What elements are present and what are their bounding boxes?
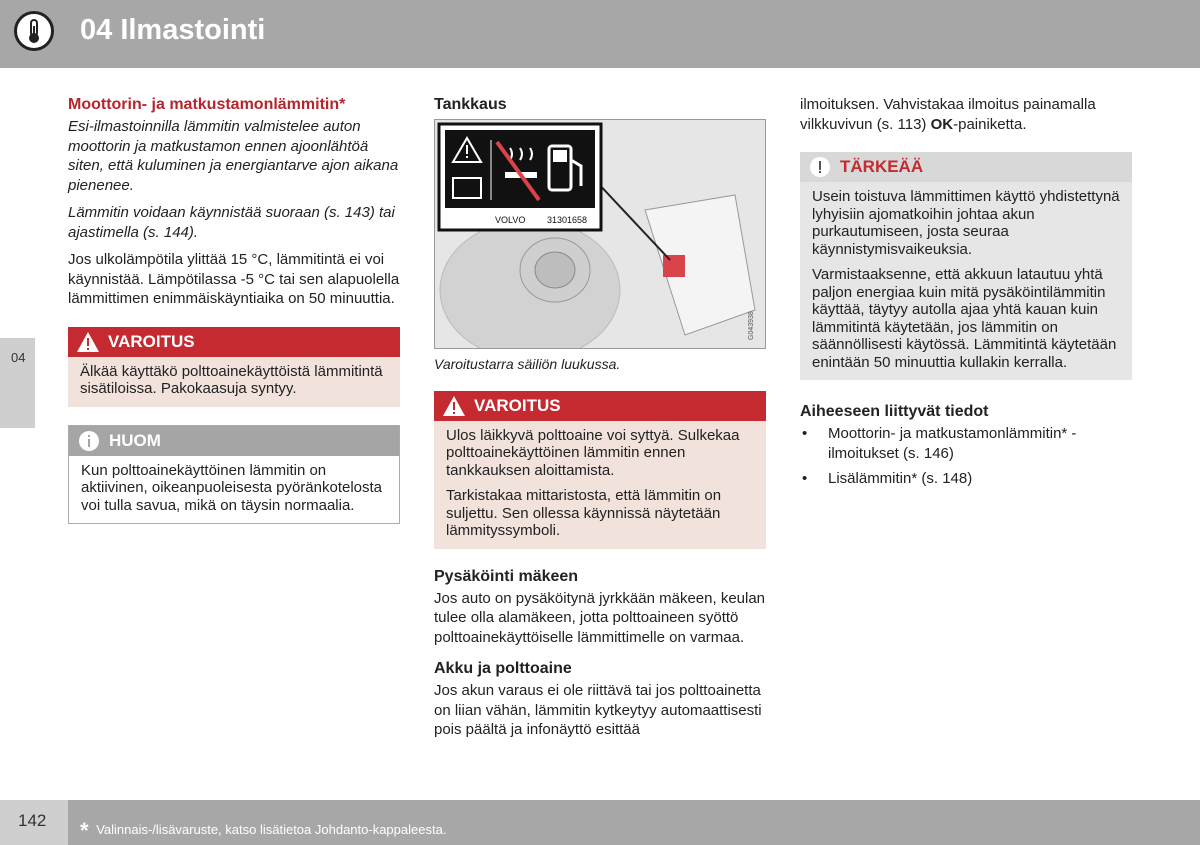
figure-id: G043938: [748, 311, 755, 340]
refuel-warning-header: [434, 391, 766, 421]
section-heading-related: Aiheeseen liittyvät tiedot: [800, 403, 989, 420]
chapter-tab: [0, 338, 35, 428]
column-left: [68, 95, 400, 542]
warning-triangle-icon: [442, 395, 466, 417]
bullet-icon: •: [802, 425, 808, 442]
temperature-paragraph: Jos ulkolämpötila ylittää 15 °C, lämmitintä ei voi käynnistää. Lämpötilassa -5 °C tai sen alapuolella lämmittimen enimmäiskäyntiaika on 50 minuuttia.: [68, 251, 400, 307]
warning-title: VAROITUS: [108, 331, 195, 351]
footnote: [80, 814, 447, 843]
ok-suffix: -painiketta.: [953, 115, 1027, 133]
continued-text: [800, 95, 1132, 134]
page-footer: [0, 800, 1200, 845]
fuel-flap-figure: [434, 119, 766, 349]
start-paragraph: Lämmitin voidaan käynnistää suoraan (s. 143) tai ajastimella (s. 144).: [68, 204, 395, 241]
important-header: [800, 152, 1132, 182]
refuel-warning-title: VAROITUS: [474, 395, 561, 415]
footnote-star: *: [80, 818, 89, 843]
section-heading-refuelling: Tankkaus: [434, 96, 507, 113]
footnote-bar: [68, 800, 1200, 845]
ok-button-label: OK: [930, 115, 954, 133]
warning-body: [68, 357, 400, 407]
related-link-label: Moottorin- ja matkustamonlämmitin* - ilmoitukset (s. 146): [828, 425, 1077, 462]
warning-triangle-icon: [76, 331, 100, 353]
page-number-tab: [0, 800, 68, 845]
note-title: HUOM: [109, 430, 161, 450]
info-icon: [77, 430, 101, 452]
important-title: TÄRKEÄÄ: [840, 157, 924, 176]
column-middle: [434, 95, 766, 748]
sticker-brand: VOLVO: [495, 215, 526, 225]
page-number: 142: [18, 811, 47, 830]
related-link-2[interactable]: [800, 469, 1132, 489]
important-text-1: Usein toistuva lämmittimen käyttö yhdistettynä lyhyisiin ajomatkoihin johtaa akun purkautumiseen, josta seuraa käynnistymisvaikeuksia.: [812, 188, 1120, 258]
fuel-flap-illustration: [435, 120, 765, 348]
note-text: Kun polttoainekäyttöinen lämmitin on aktiivinen, oikeanpuoleisesta pyöränkotelosta voi tulla savua, mikä on täysin normaalia.: [81, 461, 383, 514]
note-box: [68, 425, 400, 525]
related-link-1[interactable]: [800, 424, 1132, 463]
note-body: [69, 456, 399, 524]
sticker-code: 31301658: [547, 215, 588, 225]
chapter-number: 04: [11, 350, 26, 365]
warning-text: Älkää käyttäkö polttoainekäyttöistä lämmitintä sisätiloissa. Pakokaasuja syntyy.: [80, 362, 383, 397]
related-link-label: Lisälämmitin* (s. 148): [828, 470, 973, 487]
warning-box: [68, 327, 400, 407]
refuel-warning-text-2: Tarkistakaa mittaristosta, että lämmitin on suljettu. Sen ollessa käynnissä näytetään lämmityssymboli.: [446, 487, 722, 539]
section-heading-heater: Moottorin- ja matkustamonlämmitin*: [68, 96, 346, 113]
refuel-warning-text-1: Ulos läikkyvä polttoaine voi syttyä. Sulkekaa polttoainekäyttöinen lämmitin ennen tankkauksen aloittamista.: [446, 426, 740, 479]
section-heading-parking: Pysäköinti mäkeen: [434, 567, 579, 585]
page-header: [0, 0, 1200, 68]
chapter-title: 04 Ilmastointi: [80, 14, 266, 46]
parking-text: Jos auto on pysäköitynä jyrkkään mäkeen, keulan tulee olla alamäkeen, jotta polttoaineen syöttö polttoainekäyttöiselle lämmittimelle on varmaa.: [434, 589, 766, 646]
figure-caption: Varoitustarra säiliön luukussa.: [434, 356, 621, 372]
warning-header: [68, 327, 400, 357]
exclamation-icon: [808, 156, 832, 178]
important-box: [800, 152, 1132, 380]
intro-paragraph: Esi-ilmastoinnilla lämmitin valmistelee auton moottorin ja matkustamon ennen ajoonlähtöä siten, että kuluminen ja energiantarve ajon aikana pienenee.: [68, 118, 399, 194]
section-heading-battery: Akku ja polttoaine: [434, 660, 572, 677]
note-header: [69, 426, 399, 456]
bullet-icon: •: [802, 470, 808, 487]
refuel-warning-box: [434, 391, 766, 549]
important-text-2: Varmistaaksenne, että akkuun latautuu yhtä paljon energiaa kuin mitä pysäköintilämmitin käyttää, täytyy autolla ajaa yhtä kauan kuin lämmitintä käytetään, jos lämmitin on säännöllisesti käytössä. Lämmitintä käytetään enintään 50 minuuttia kullakin kerralla.: [812, 266, 1117, 371]
column-right: [800, 95, 1132, 495]
continued-text-main: ilmoituksen. Vahvistakaa ilmoitus painamalla vilkkuvivun (s. 113): [800, 96, 1096, 133]
important-body: [800, 182, 1132, 380]
battery-text: Jos akun varaus ei ole riittävä tai jos polttoainetta on liian vähän, lämmitin kytkeytyy automaattisesti pois päältä ja infonäyttö esittää: [434, 682, 762, 738]
thermometer-icon: [14, 11, 54, 51]
footnote-text: Valinnais-/lisävaruste, katso lisätietoa Johdanto-kappaleesta.: [96, 822, 447, 837]
refuel-warning-body: [434, 421, 766, 549]
